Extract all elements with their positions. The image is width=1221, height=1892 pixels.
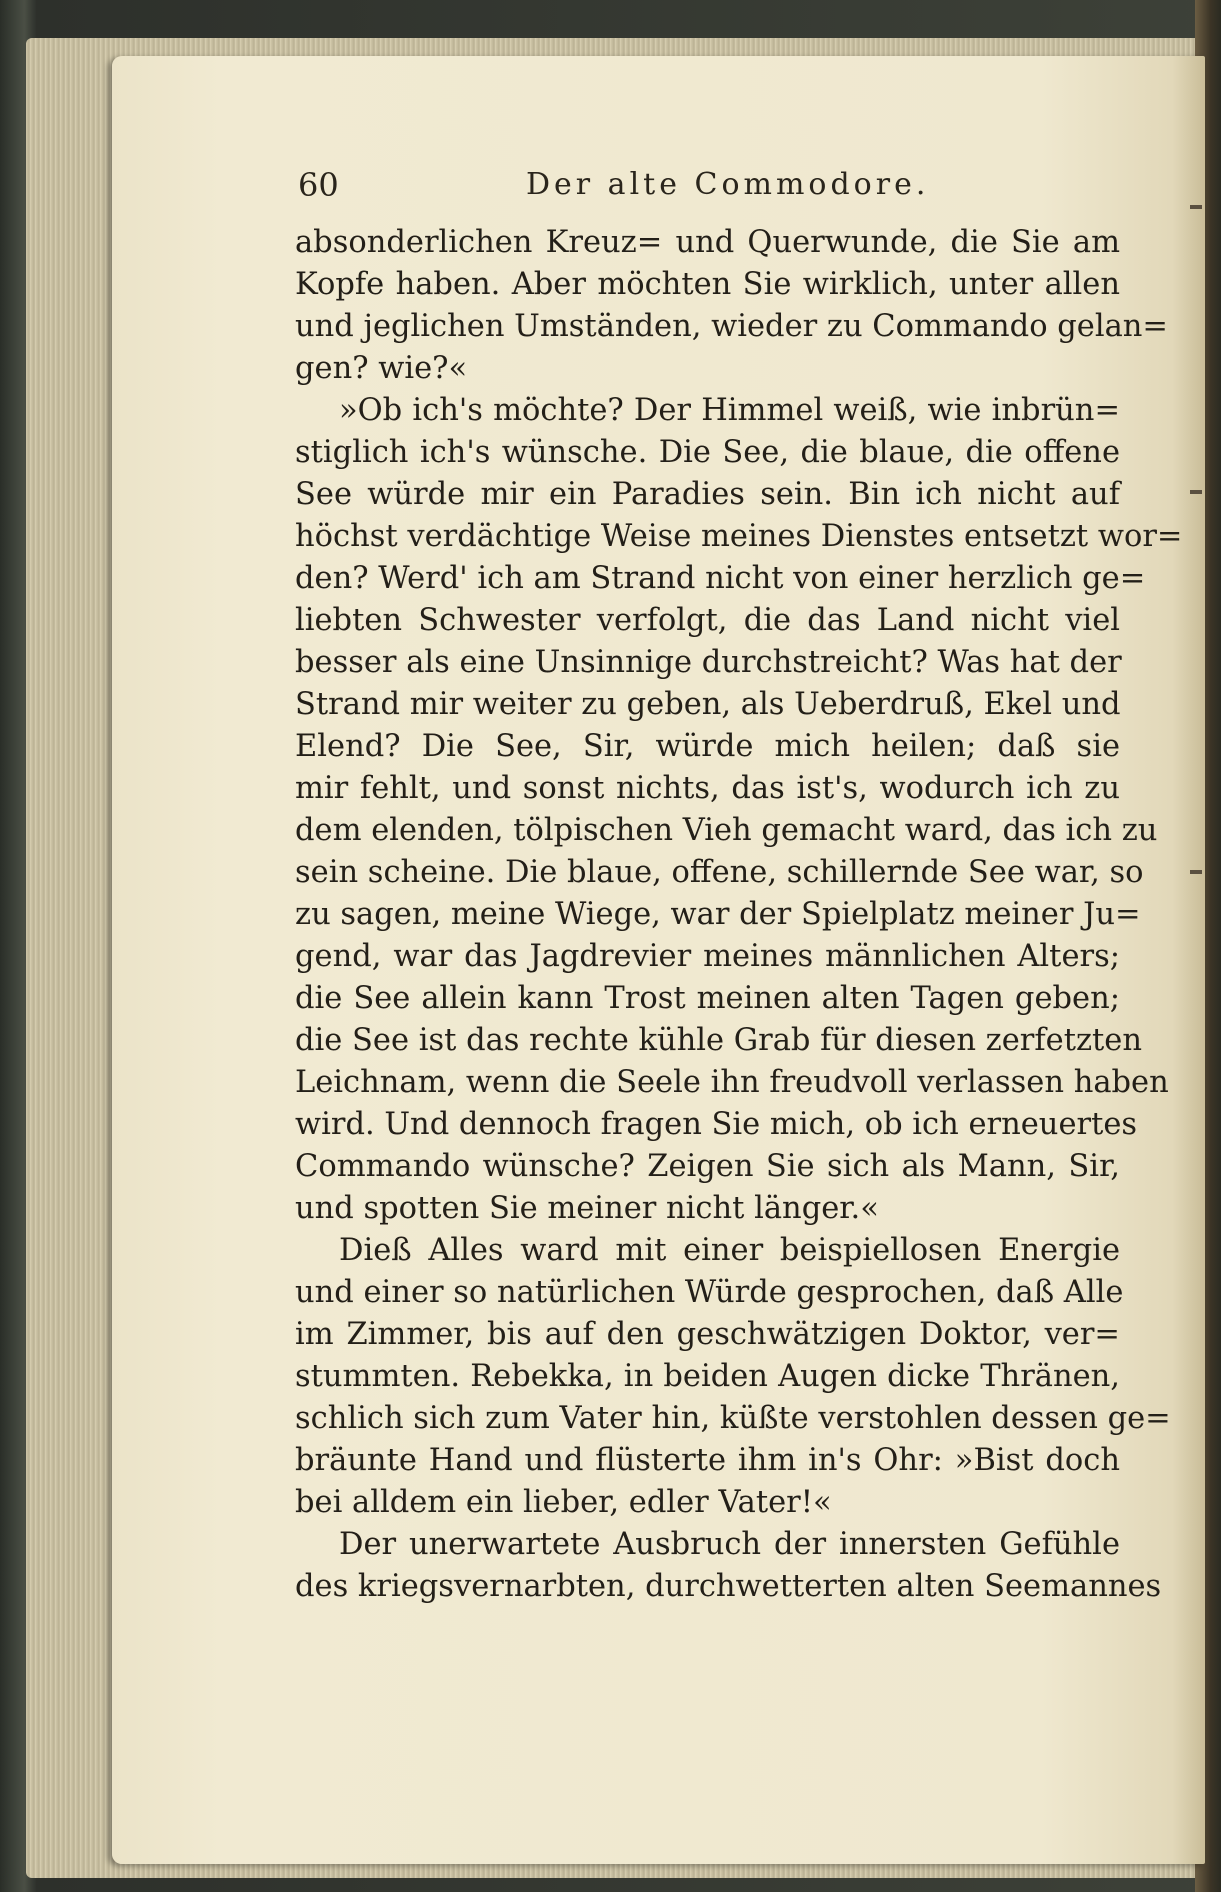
text-line: Der unerwartete Ausbruch der innersten Gefühle	[339, 1527, 1120, 1562]
body-text	[295, 222, 1183, 1608]
text-line: die See ist das rechte kühle Grab für diesen zerfetzten	[295, 1023, 1142, 1058]
text-line: die See allein kann Trost meinen alten Tagen geben;	[295, 981, 1120, 1016]
page-number: 60	[298, 166, 339, 204]
text-line: Leichnam, wenn die Seele ihn freudvoll verlassen haben	[295, 1065, 1169, 1100]
text-line: höchst verdächtige Weise meines Dienstes entsetzt wor=	[295, 519, 1183, 554]
running-title: Der alte Commodore.	[526, 167, 930, 202]
text-line: zu sagen, meine Wiege, war der Spielplatz meiner Ju=	[295, 897, 1141, 932]
text-line: Elend? Die See, Sir, würde mich heilen; daß sie	[295, 729, 1120, 764]
text-line: »Ob ich's möchte? Der Himmel weiß, wie inbrün=	[339, 393, 1120, 428]
text-line: bei alldem ein lieber, edler Vater!«	[295, 1485, 832, 1520]
text-line: schlich sich zum Vater hin, küßte verstohlen dessen ge=	[295, 1401, 1171, 1436]
text-line: sein scheine. Die blaue, offene, schillernde See war, so	[295, 855, 1144, 890]
text-line: wird. Und dennoch fragen Sie mich, ob ich erneuertes	[295, 1107, 1138, 1142]
text-line: Strand mir weiter zu geben, als Ueberdruß, Ekel und	[295, 687, 1121, 722]
text-line: absonderlichen Kreuz= und Querwunde, die Sie am	[295, 225, 1120, 260]
text-line: See würde mir ein Paradies sein. Bin ich nicht auf	[295, 477, 1120, 512]
text-line: Kopfe haben. Aber möchten Sie wirklich, unter allen	[295, 267, 1120, 302]
margin-mark	[1190, 490, 1202, 494]
text-line: bräunte Hand und flüsterte ihm in's Ohr: »Bist doch	[295, 1443, 1120, 1478]
text-line: stummten. Rebekka, in beiden Augen dicke Thränen,	[295, 1359, 1120, 1394]
text-line: des kriegsvernarbten, durchwetterten alten Seemannes	[295, 1569, 1162, 1604]
margin-mark	[1190, 870, 1202, 874]
text-line: stiglich ich's wünsche. Die See, die blaue, die offene	[295, 435, 1120, 470]
text-line: liebten Schwester verfolgt, die das Land nicht viel	[295, 603, 1120, 638]
text-line: besser als eine Unsinnige durchstreicht? Was hat der	[295, 645, 1122, 680]
text-line: und spotten Sie meiner nicht länger.«	[295, 1191, 879, 1226]
text-line: und jeglichen Umständen, wieder zu Commando gelan=	[295, 309, 1168, 344]
margin-mark	[1190, 205, 1202, 209]
text-line: den? Werd' ich am Strand nicht von einer herzlich ge=	[295, 561, 1146, 596]
text-line: gend, war das Jagdrevier meines männlichen Alters;	[295, 939, 1120, 974]
text-line: mir fehlt, und sonst nichts, das ist's, wodurch ich zu	[295, 771, 1120, 806]
text-line: im Zimmer, bis auf den geschwätzigen Doktor, ver=	[295, 1317, 1120, 1352]
text-line: gen? wie?«	[295, 351, 468, 386]
text-line: und einer so natürlichen Würde gesprochen, daß Alle	[295, 1275, 1124, 1310]
text-line: Dieß Alles ward mit einer beispiellosen Energie	[339, 1233, 1120, 1268]
text-line: dem elenden, tölpischen Vieh gemacht ward, das ich zu	[295, 813, 1158, 848]
text-line: Commando wünsche? Zeigen Sie sich als Mann, Sir,	[295, 1149, 1120, 1184]
page-header	[298, 162, 1118, 208]
